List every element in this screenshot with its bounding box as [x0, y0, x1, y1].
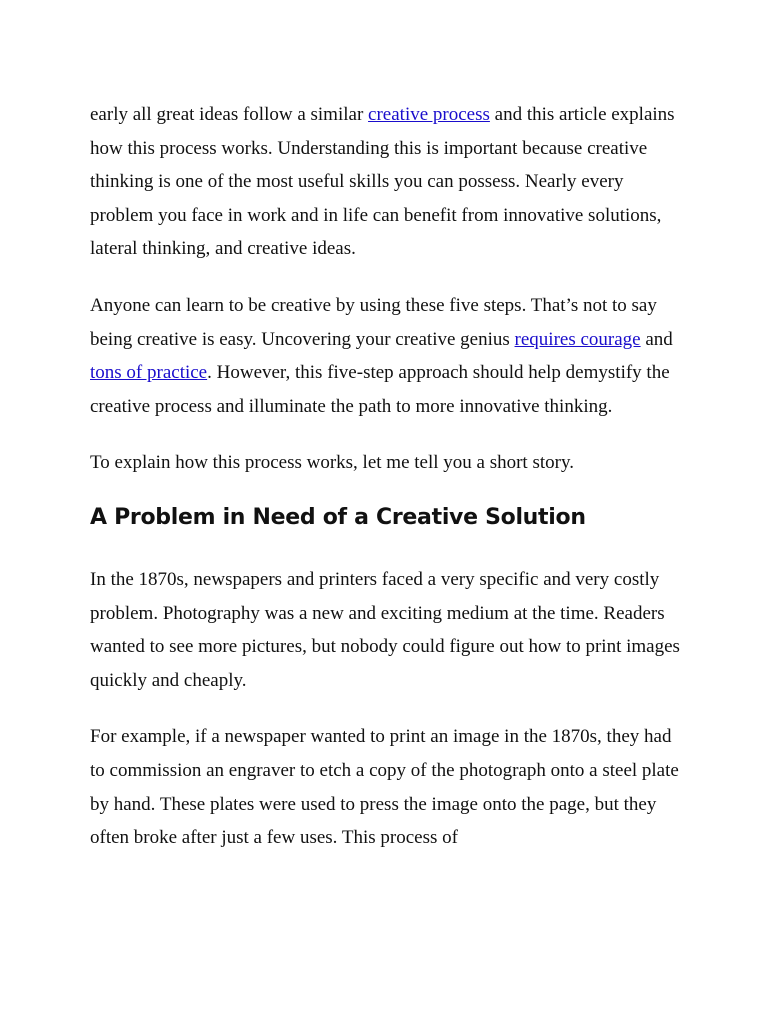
article-body [90, 98, 690, 878]
paragraph-intro [90, 98, 690, 266]
paragraph-intro-text-end: and this article explains how this process works. Understanding this is important because creative thinking is one of the most useful skills you can possess. Nearly every problem you face in work and in life can benefit from innovative solutions, lateral thinking, and creative ideas. [90, 104, 675, 260]
paragraph-short-story: To explain how this process works, let me tell you a short story. [90, 452, 574, 474]
link-requires-courage[interactable]: requires courage [514, 328, 641, 350]
paragraph-2-text-start: Anyone can learn to be creative by using these five steps. That’s not to say being creative is easy. Uncovering your creative genius [90, 294, 657, 350]
paragraph-2-text-between: and [640, 328, 673, 350]
link-creative-process[interactable]: creative process [368, 104, 490, 125]
paragraph-2-text-end: . However, this five-step approach should help demystify the creative process and illuminate the path to more innovative thinking. [90, 362, 670, 417]
paragraph-1870s-problem: In the 1870s, newspapers and printers faced a very specific and very costly problem. Photography was a new and exciting medium at the time. Readers wanted to see more pictures, but nobody could figure out how to print images quickly and cheaply. [90, 568, 680, 691]
paragraph-engraver-example: For example, if a newspaper wanted to print an image in the 1870s, they had to commission an engraver to etch a copy of the photograph onto a steel plate by hand. These plates were used to press the image onto the page, but they often broke after just a few uses. This process of [90, 726, 679, 849]
paragraph-anyone-can-learn [90, 289, 690, 423]
link-tons-of-practice[interactable]: tons of practice [90, 362, 208, 384]
section-heading: A Problem in Need of a Creative Solution [90, 504, 586, 530]
paragraph-intro-text-start: early all great ideas follow a similar [90, 104, 369, 125]
